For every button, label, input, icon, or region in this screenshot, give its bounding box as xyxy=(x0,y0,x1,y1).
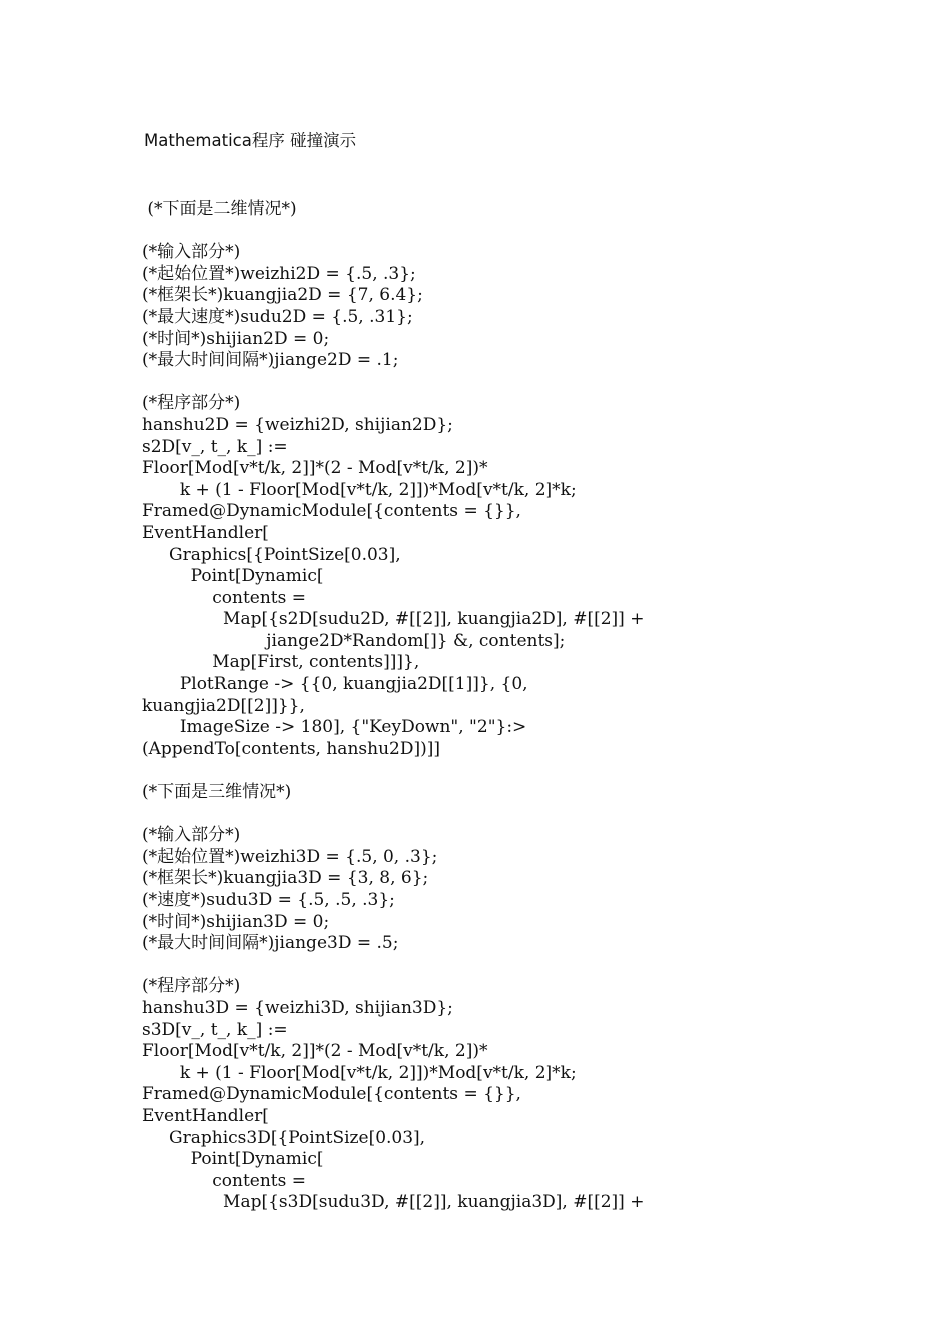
code-line: Floor[Mod[v*t/k, 2]]*(2 - Mod[v*t/k, 2])* xyxy=(142,458,488,479)
code-line: jiange2D*Random[]} &, contents]; xyxy=(142,630,566,651)
code-line xyxy=(142,221,644,243)
code-line: EventHandler[ xyxy=(142,1105,269,1126)
code-line: Point[Dynamic[ xyxy=(142,566,324,587)
code-line: (*框架长*)kuangjia2D = {7, 6.4}; xyxy=(142,285,423,306)
code-line: (*最大时间间隔*)jiange3D = .5; xyxy=(142,933,399,954)
code-line: (*时间*)shijian3D = 0; xyxy=(142,911,330,932)
code-line xyxy=(142,372,644,394)
code-line: (*起始位置*)weizhi2D = {.5, .3}; xyxy=(142,263,416,284)
code-line: (*输入部分*) xyxy=(142,825,241,846)
code-line: hanshu2D = {weizhi2D, shijian2D}; xyxy=(142,414,453,435)
code-line: (*下面是二维情况*) xyxy=(142,199,297,219)
code-line: Framed@DynamicModule[{contents = {}}, xyxy=(142,1084,521,1105)
code-block xyxy=(142,199,644,1214)
code-line: (*最大速度*)sudu2D = {.5, .31}; xyxy=(142,306,413,327)
code-line: (*程序部分*) xyxy=(142,976,241,997)
code-line: Point[Dynamic[ xyxy=(142,1149,324,1170)
code-line: (*起始位置*)weizhi3D = {.5, 0, .3}; xyxy=(142,846,438,867)
document-title: Mathematica程序 碰撞演示 xyxy=(144,131,357,150)
code-line: Map[{s2D[sudu2D, #[[2]], kuangjia2D], #[[2]] + xyxy=(142,609,645,630)
code-line: (*时间*)shijian2D = 0; xyxy=(142,328,330,349)
code-line: (*速度*)sudu3D = {.5, .5, .3}; xyxy=(142,890,395,910)
code-line: PlotRange -> {{0, kuangjia2D[[1]]}, {0, xyxy=(142,674,528,695)
code-line: k + (1 - Floor[Mod[v*t/k, 2]])*Mod[v*t/k, 2]*k; xyxy=(142,1062,577,1083)
code-line: EventHandler[ xyxy=(142,522,269,543)
code-line: s3D[v_, t_, k_] := xyxy=(142,1019,288,1040)
code-line: Framed@DynamicModule[{contents = {}}, xyxy=(142,501,521,522)
code-line: Floor[Mod[v*t/k, 2]]*(2 - Mod[v*t/k, 2])* xyxy=(142,1041,488,1062)
code-line: Graphics[{PointSize[0.03], xyxy=(142,544,401,565)
code-line: hanshu3D = {weizhi3D, shijian3D}; xyxy=(142,997,453,1018)
code-line: (*最大时间间隔*)jiange2D = .1; xyxy=(142,350,399,371)
code-line: Map[First, contents]]]}, xyxy=(142,652,420,673)
code-line: (*下面是三维情况*) xyxy=(142,782,292,803)
code-line: contents = xyxy=(142,587,306,608)
code-line: (*输入部分*) xyxy=(142,242,241,263)
code-line: (*框架长*)kuangjia3D = {3, 8, 6}; xyxy=(142,868,429,889)
code-line: k + (1 - Floor[Mod[v*t/k, 2]])*Mod[v*t/k, 2]*k; xyxy=(142,479,577,500)
code-line: (*程序部分*) xyxy=(142,393,241,414)
code-line xyxy=(142,804,644,826)
code-line: (AppendTo[contents, hanshu2D])]] xyxy=(142,738,440,759)
code-line: s2D[v_, t_, k_] := xyxy=(142,436,288,457)
code-line: Graphics3D[{PointSize[0.03], xyxy=(142,1127,426,1148)
code-line xyxy=(142,760,644,782)
code-line: ImageSize -> 180], {"KeyDown", "2"}:> xyxy=(142,717,527,738)
code-line: contents = xyxy=(142,1170,306,1191)
code-line: kuangjia2D[[2]]}}, xyxy=(142,695,305,716)
code-line xyxy=(142,955,644,977)
code-line: Map[{s3D[sudu3D, #[[2]], kuangjia3D], #[[2]] + xyxy=(142,1192,645,1213)
